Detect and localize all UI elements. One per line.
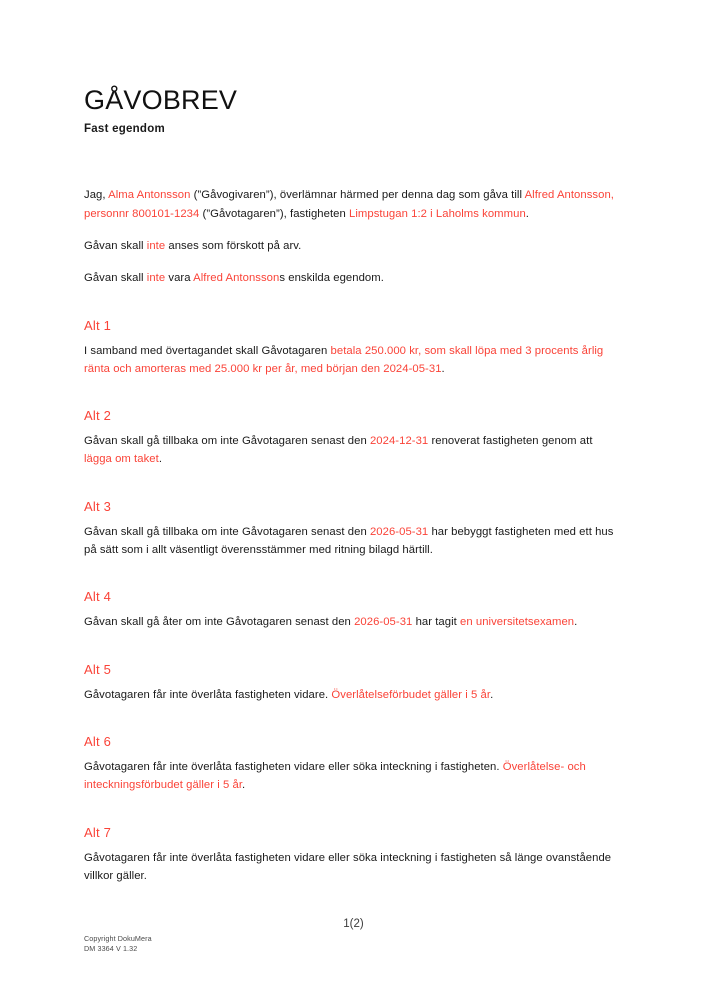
alt-body-4: [84, 613, 623, 631]
intro-paragraph-1: [84, 186, 623, 223]
alt-section-6: [84, 734, 623, 795]
alt-section-5: [84, 662, 623, 704]
intro-p1-recipient-name: Alfred Antonsson, personnr 800101-1234: [84, 189, 614, 220]
alt-heading-1: Alt 1: [84, 317, 112, 333]
intro-block: [84, 186, 623, 287]
alt-section-7: [84, 825, 623, 886]
alt-section-2: [84, 408, 623, 469]
alt-section-1: [84, 318, 623, 379]
alt2-seg1: Gåvan skall gå tillbaka om inte Gåvotagaren senast den: [84, 435, 370, 448]
alt3-seg2: har bebyggt fastigheten med ett hus på sätt som i allt väsentligt överensstämmer med ritning bilagd härtill.: [84, 525, 614, 557]
alt6-seg2: .: [242, 779, 246, 792]
alt1-payment-terms: betala 250.000 kr, som skall löpa med 3 procents årlig ränta och amorteras med 25.000 kr per år, med början den 2024-05-31: [84, 344, 604, 375]
intro-p1-donor-name: Alma Antonsson: [108, 189, 191, 202]
alt5-seg2: .: [490, 688, 494, 701]
intro-p2-seg2: anses som förskott på arv.: [165, 239, 302, 252]
alt2-seg2: renoverat fastigheten genom att: [428, 435, 593, 448]
document-content: [84, 0, 623, 885]
intro-p1-seg3: (”Gåvotagaren”), fastigheten: [199, 207, 350, 220]
page-subtitle: Fast egendom: [84, 123, 165, 136]
alt6-restriction-period: Överlåtelse- och inteckningsförbudet gäller i 5 år: [84, 760, 586, 792]
alt-heading-4: Alt 4: [84, 589, 112, 605]
page-number: 1(2): [343, 918, 364, 930]
title-block: [84, 0, 623, 135]
footer-document-id: DM 3364 V 1.32: [84, 943, 138, 953]
alt4-seg3: .: [574, 616, 578, 629]
intro-p1-seg4: .: [525, 207, 529, 220]
alt-body-7: Gåvotagaren får inte överlåta fastigheten vidare eller söka inteckning i fastigheten så länge ovanstående villkor gäller.: [84, 851, 612, 882]
intro-paragraph-2: [84, 237, 623, 255]
intro-p3-seg1: Gåvan skall: [84, 272, 147, 285]
alt4-seg2: har tagit: [412, 616, 461, 629]
alt2-condition: lägga om taket: [84, 453, 159, 466]
alt4-condition: en universitetsexamen: [460, 616, 575, 629]
footer-copyright: Copyright DokuMera: [84, 934, 152, 943]
page-title: GÅVOBREV: [84, 85, 238, 115]
alt5-seg1: Gåvotagaren får inte överlåta fastigheten vidare.: [84, 688, 332, 701]
alt2-seg3: .: [158, 453, 163, 466]
intro-p3-seg3: s enskilda egendom.: [279, 272, 384, 285]
alt3-seg1: Gåvan skall gå tillbaka om inte Gåvotagaren senast den: [84, 525, 370, 538]
intro-p3-negation: inte: [146, 272, 166, 285]
alt3-deadline-date: 2026-05-31: [369, 525, 429, 538]
alt-heading-5: Alt 5: [84, 661, 112, 677]
alt-body-3: [84, 523, 623, 560]
intro-p1-seg2: (”Gåvogivaren”), överlämnar härmed per denna dag som gåva till: [190, 189, 525, 202]
alt4-deadline-date: 2026-05-31: [354, 616, 413, 629]
alt-heading-6: Alt 6: [84, 733, 112, 749]
intro-p2-seg1: Gåvan skall: [84, 239, 147, 252]
intro-p1-property: Limpstugan 1:2 i Laholms kommun: [349, 207, 526, 220]
intro-p3-seg2: vara: [165, 272, 194, 285]
alt4-seg1: Gåvan skall gå åter om inte Gåvotagaren senast den: [84, 616, 355, 629]
alt1-seg2: .: [441, 362, 445, 375]
alt1-seg1: I samband med övertagandet skall Gåvotagaren: [84, 344, 331, 357]
alt-body-2: [84, 432, 623, 469]
intro-p2-negation: inte: [146, 239, 166, 252]
intro-p1-seg1: Jag,: [84, 189, 109, 202]
alt2-deadline-date: 2024-12-31: [369, 435, 429, 448]
alt-heading-3: Alt 3: [84, 498, 112, 514]
alt-section-4: [84, 589, 623, 631]
alt5-restriction-period: Överlåtelseförbudet gäller i 5 år: [331, 688, 491, 701]
alt6-seg1: Gåvotagaren får inte överlåta fastigheten vidare eller söka inteckning i fastigheten.: [84, 760, 503, 773]
intro-p3-recipient-name: Alfred Antonsson: [193, 272, 280, 285]
intro-paragraph-3: [84, 269, 623, 287]
alt-heading-7: Alt 7: [84, 824, 112, 840]
alt-section-3: [84, 499, 623, 560]
alt-body-6: [84, 758, 623, 795]
alt-heading-2: Alt 2: [84, 408, 112, 424]
footer-block: [84, 934, 152, 953]
alt-body-1: [84, 342, 623, 379]
alt-body-5: [84, 686, 623, 704]
